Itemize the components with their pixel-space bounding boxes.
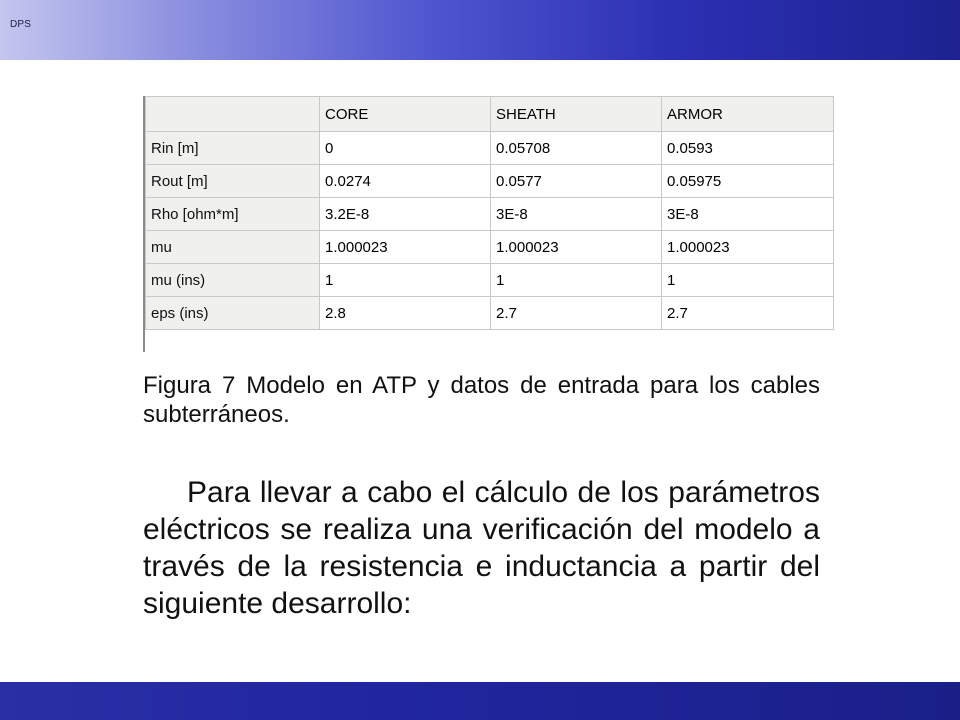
table-header-row: [146, 97, 834, 132]
row-label: mu (ins): [146, 264, 320, 297]
table-cell: 0.0274: [320, 165, 491, 198]
table-cell: 2.7: [662, 297, 834, 330]
figure-caption: Figura 7 Modelo en ATP y datos de entrada para los cables subterráneos.: [143, 372, 820, 428]
row-label: Rho [ohm*m]: [146, 198, 320, 231]
table-cell: 1.000023: [320, 231, 491, 264]
row-label: Rin [m]: [146, 132, 320, 165]
table-row: [146, 198, 834, 231]
table-cell: 0.05708: [491, 132, 662, 165]
header-label: DPS: [10, 19, 32, 30]
table-row: [146, 264, 834, 297]
body-paragraph: Para llevar a cabo el cálculo de los parámetros eléctricos se realiza una verificación del modelo a través de la resistencia e inductancia a partir del siguiente desarrollo:: [143, 476, 820, 620]
row-label: Rout [m]: [146, 165, 320, 198]
table-header-corner: [146, 97, 320, 132]
table-cell: 2.7: [491, 297, 662, 330]
table-cell: 1.000023: [662, 231, 834, 264]
table-cell: 0.0577: [491, 165, 662, 198]
table-cell: 1: [491, 264, 662, 297]
table-row: [146, 165, 834, 198]
table-cell: 0: [320, 132, 491, 165]
row-label: eps (ins): [146, 297, 320, 330]
cable-data-table: [145, 96, 834, 330]
table-cell: 0.0593: [662, 132, 834, 165]
table-row: [146, 297, 834, 330]
table-cell: 3E-8: [662, 198, 834, 231]
table-cell: 3.2E-8: [320, 198, 491, 231]
table-cell: 2.8: [320, 297, 491, 330]
top-banner: [0, 0, 960, 60]
bottom-banner: [0, 682, 960, 720]
table-cell: 1: [662, 264, 834, 297]
table-row: [146, 231, 834, 264]
table-row: [146, 132, 834, 165]
table-header-cell: CORE: [320, 97, 491, 132]
table-header-cell: SHEATH: [491, 97, 662, 132]
table-cell: 3E-8: [491, 198, 662, 231]
table-header-cell: ARMOR: [662, 97, 834, 132]
row-label: mu: [146, 231, 320, 264]
table-cell: 1.000023: [491, 231, 662, 264]
cable-data-table-image: [143, 96, 836, 352]
table-cell: 1: [320, 264, 491, 297]
table-cell: 0.05975: [662, 165, 834, 198]
